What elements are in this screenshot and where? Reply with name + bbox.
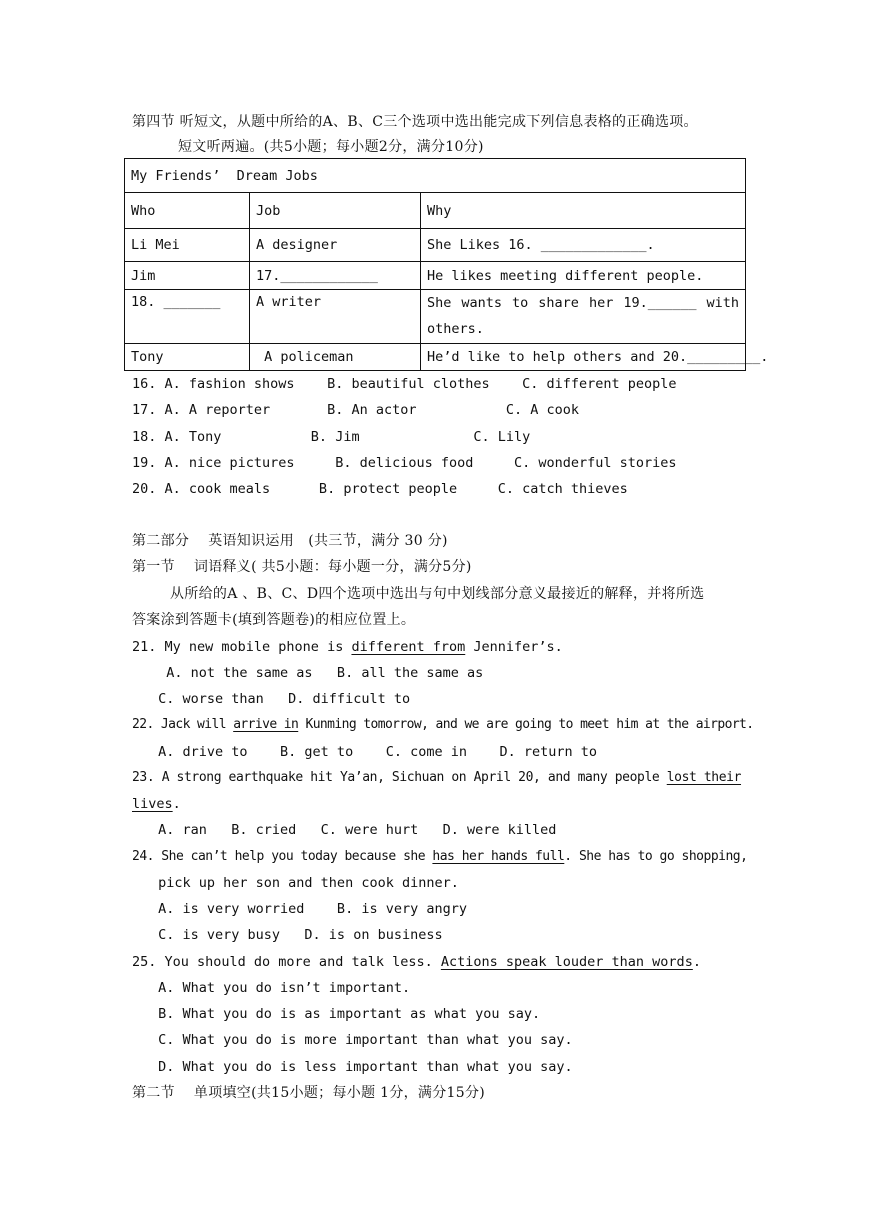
q24-text: 24. She can’t help you today because she — [132, 849, 433, 864]
section4-note: 短文听两遍。(共5小题；每小题2分，满分10分) — [178, 139, 484, 155]
q23-text-end: . — [172, 796, 181, 812]
listening-option-20: 20. A. cook meals B. protect people C. catch thieves — [132, 481, 628, 497]
listening-option-18: 18. A. Tony B. Jim C. Lily — [132, 429, 531, 445]
table-title: My Friends’ Dream Jobs — [125, 159, 746, 193]
table-header-who: Who — [125, 193, 250, 229]
question-23-cont — [132, 794, 181, 814]
question-21 — [132, 637, 563, 657]
table-cell-job: A policeman — [250, 344, 421, 371]
table-cell-why: He likes meeting different people. — [421, 262, 746, 290]
q25-option-d: D. What you do is less important than what you say. — [150, 1059, 573, 1075]
q22-text: 22. Jack will — [132, 717, 234, 732]
table-cell-why: She Likes 16. _____________. — [421, 229, 746, 262]
table-cell-who: Li Mei — [125, 229, 250, 262]
q24-text-line-2: pick up her son and then cook dinner. — [150, 875, 459, 891]
question-24 — [132, 847, 747, 867]
table-cell-job: A designer — [250, 229, 421, 262]
q24-text-end: . She has to go shopping, — [564, 849, 748, 864]
table-cell-who: 18. _______ — [125, 290, 250, 344]
q23-options: A. ran B. cried C. were hurt D. were killed — [150, 822, 557, 838]
instruction-line-1: 从所给的A 、B、C、D四个选项中选出与句中划线部分意义最接近的解释，并将所选 — [170, 586, 705, 602]
table-header-why: Why — [421, 193, 746, 229]
q25-option-c: C. What you do is more important than what you say. — [150, 1032, 573, 1048]
q25-underlined: Actions speak louder than words — [440, 954, 693, 970]
q21-options-line-1: A. not the same as B. all the same as — [150, 665, 484, 681]
q24-underlined: has her hands full — [432, 849, 565, 864]
listening-option-17: 17. A. A reporter B. An actor C. A cook — [132, 402, 580, 418]
dream-jobs-table — [124, 158, 769, 371]
q23-underlined-cont: lives — [132, 796, 173, 812]
table-row — [125, 344, 746, 371]
q21-options-line-2: C. worse than D. difficult to — [150, 691, 411, 707]
table-row — [125, 229, 746, 262]
question-22 — [132, 715, 754, 735]
question-23 — [132, 768, 741, 788]
table-cell-job: 17.____________ — [250, 262, 421, 290]
table-header-job: Job — [250, 193, 421, 229]
q24-options-line-2: C. is very busy D. is on business — [150, 927, 443, 943]
q22-underlined: arrive in — [233, 717, 299, 732]
q24-options-line-1: A. is very worried B. is very angry — [150, 901, 467, 917]
listening-option-19: 19. A. nice pictures B. delicious food C. wonderful stories — [132, 455, 677, 471]
q25-text: 25. You should do more and talk less. — [132, 954, 441, 970]
section4-heading: 第四节 听短文，从题中所给的A、B、C三个选项中选出能完成下列信息表格的正确选项。 — [132, 114, 698, 130]
q23-underlined: lost their — [666, 770, 742, 785]
table-cell-job: A writer — [250, 290, 421, 344]
part2-heading: 第二部分 英语知识运用 (共三节，满分 30 分) — [132, 533, 448, 549]
table-row — [125, 262, 746, 290]
table-cell-why: She wants to share her 19.______ with others. — [421, 290, 746, 344]
q21-text: 21. My new mobile phone is — [132, 639, 352, 655]
q25-option-b: B. What you do is as important as what you say. — [150, 1006, 541, 1022]
table-row — [125, 290, 746, 344]
listening-option-16: 16. A. fashion shows B. beautiful clothes C. different people — [132, 376, 677, 392]
q22-options: A. drive to B. get to C. come in D. return to — [150, 744, 598, 760]
q21-text-end: Jennifer’s. — [465, 639, 563, 655]
question-25 — [132, 952, 701, 972]
q22-text-end: Kunming tomorrow, and we are going to meet him at the airport. — [298, 717, 754, 732]
q25-option-a: A. What you do isn’t important. — [150, 980, 411, 996]
instruction-line-2: 答案涂到答题卡(填到答题卷)的相应位置上。 — [132, 612, 416, 628]
q21-underlined: different from — [351, 639, 466, 655]
q23-text: 23. A strong earthquake hit Ya’an, Sichuan on April 20, and many people — [132, 770, 667, 785]
part2-section1-heading: 第一节 词语释义( 共5小题：每小题一分，满分5分) — [132, 559, 472, 575]
section2-heading: 第二节 单项填空(共15小题；每小题 1分，满分15分) — [132, 1085, 486, 1101]
q25-text-end: . — [692, 954, 701, 970]
table-cell-who: Tony — [125, 344, 250, 371]
table-cell-who: Jim — [125, 262, 250, 290]
table-cell-why: He’d like to help others and 20._________. — [421, 344, 746, 371]
